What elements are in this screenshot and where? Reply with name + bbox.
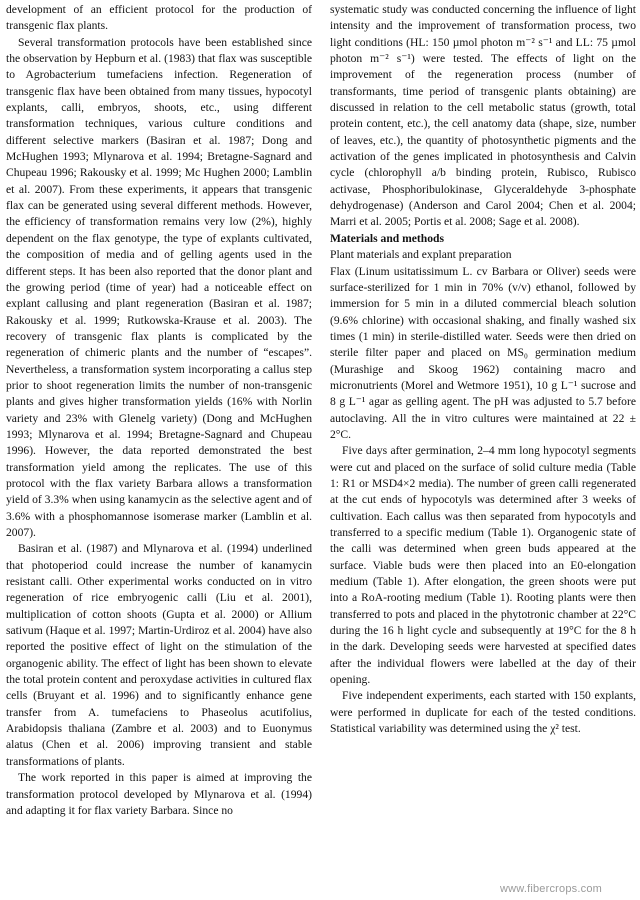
paragraph: Flax (Linum usitatissimum L. cv Barbara or Oliver) seeds were surface-sterilized for 1 min in 70% (v/v) ethanol, followed by immersion for 5 min in a diluted commercial bleach solution (9.6% chlorine) with occasional shaking, and finally washed six times (1 min) in sterile-distilled water. Seeds were then dried on sterile filter paper and placed on MS₀ germination medium (Murashige and Skoog 1962) containing macro and micronutrients (Morel and Wetmore 1951), 10 g L⁻¹ sucrose and 8 g L⁻¹ agar as gelling agent. The pH was adjusted to 5.7 before autoclaving. All the in vitro cultures were maintained at 22 ± 2°C. xyxy=(330,264,636,441)
paragraph: systematic study was conducted concerning the influence of light intensity and the improvement of transformation process, two light conditions (HL: 150 µmol photon m⁻² s⁻¹ and LL: 75 µmol photon m⁻² s⁻¹) were tested. The effects of light on the improvement of the regeneration process (number of transformants, time period of transgenic plants obtaining) are discussed in relation to the cell metabolic status (growth, total protein content, etc.), the cell anatomy data (shape, size, number of leaves, etc.), the quantity of photosynthetic pigments and the activation of the genes implicated in photosynthesis and Calvin cycle (chlorophyll a/b binding protein, Rubisco, Rubisco activase, Phosphoribulokinase, Glyceraldehyde 3-phosphate dehydrogenase) (Anderson and Carol 2004; Chen et al. 2004; Marri et al. 2005; Portis et al. 2008; Sage et al. 2008). xyxy=(330,3,636,229)
paragraph: The work reported in this paper is aimed at improving the transformation protocol developed by Mlynarova et al. (1994) and adapting it for flax variety Barbara. Since no xyxy=(6,771,312,817)
paragraph: Several transformation protocols have been established since the observation by Hepburn et al. (1983) that flax was susceptible to Agrobacterium tumefaciens infection. Regeneration of transgenic flax have been obtained from many tissues, hypocotyl explants, calli, embryos, shoots, etc., using different transformation techniques, various culture conditions and different selective markers (Basiran et al. 1987; Dong and McHughen 1993; Mlynarova et al. 1994; Bretagne-Sagnard and Chupeau 1996; Rakousky et al. 1999; Mc Hughen 2000; Lamblin et al. 2007). From these experiments, it appears that transgenic flax can be generated using several different methods. However, the efficiency of transformation remains very low (2%), highly dependent on the flax genotype, the type of explants cultivated, the composition of media and of gelling agents used in the different steps. It has been also reported that the donor plant and the growing period (time of year) had a noticeable effect on explant callusing and plant regeneration (Basiran et al. 1987; Rakousky et al. 1999; Rutkowska-Krause et al. 2003). The recovery of transgenic flax plants is complicated by the regeneration of chimeric plants and the number of “escapes”. Nevertheless, a transformation system incorporating a callus step prior to shoot regeneration limits the number of non-transgenic plants and gives higher transformation yields (16% with Norlin variety and 23% with Glenelg variety) (Dong and McHughen 1993; Mlynarova et al. 1994; Bretagne-Sagnard and Chupeau 1996). However, the data reported demonstrated the best transformation yield among the replicates. The use of this protocol with the flax variety Barbara allows a transformation yield of 3.3% when using kanamycin as the selective agent and of 3.6% with a phosphomannose isomerase marker (Lamblin et al. 2007). xyxy=(6,35,312,539)
right-column xyxy=(330,2,636,737)
paragraph: development of an efficient protocol for the production of transgenic flax plants. xyxy=(6,3,312,33)
subsection-heading: Plant materials and explant preparation xyxy=(330,248,512,262)
left-column xyxy=(6,2,312,819)
watermark: www.fibercrops.com xyxy=(500,883,603,895)
paragraph: Basiran et al. (1987) and Mlynarova et al. (1994) underlined that photoperiod could increase the number of kanamycin resistant calli. Other experimental works conducted on in vitro regeneration of rice embryogenic calli (Liu et al. 2001), multiplication of cotton shoots (Gupta et al. 2000) or Allium sativum (Haque et al. 1997; Martin-Urdiroz et al. 2004) have also reported the positive effect of light on the stimulation of the organogenic ability. The effect of light has been shown to elevate the total protein content and peroxydase activities in cultured flax cells (Bruyant et al. 1996) and to significantly enhance gene transfer from A. tumefaciens to Phaseolus acutifolius, Arabidopsis thaliana (Zambre et al. 2003) and to Euonymus alatus (Chen et al. 2006) improving transient and stable transformations of plants. xyxy=(6,542,312,768)
paragraph: Five days after germination, 2–4 mm long hypocotyl segments were cut and placed on the surface of solid culture media (Table 1: R1 or MSD4×2 media). The number of green calli regenerated at the cut ends of hypocotyls was determined after 3 weeks of cultivation. Each callus was then separated from hypocotyls and transferred to a specific medium (Table 1). Organogenic state of the calli was determined when green buds appeared at the surface. Viable buds were then placed into an E0-elongation medium (Table 1). After elongation, the green shoots were put into a RoA-rooting medium (Table 1). Rooting plants were then transferred to pots and placed in the phytotronic chamber at 22°C during the 16 h light cycle and subsequently at 19°C for the 8 h in the dark. Developing seeds were harvested at specified dates after the individual flowers were labelled at the day of their opening. xyxy=(330,444,636,687)
paragraph: Five independent experiments, each started with 150 explants, were performed in duplicate for each of the tested conditions. Statistical variability was determined using the χ² test. xyxy=(330,689,636,736)
section-heading: Materials and methods xyxy=(330,231,445,245)
